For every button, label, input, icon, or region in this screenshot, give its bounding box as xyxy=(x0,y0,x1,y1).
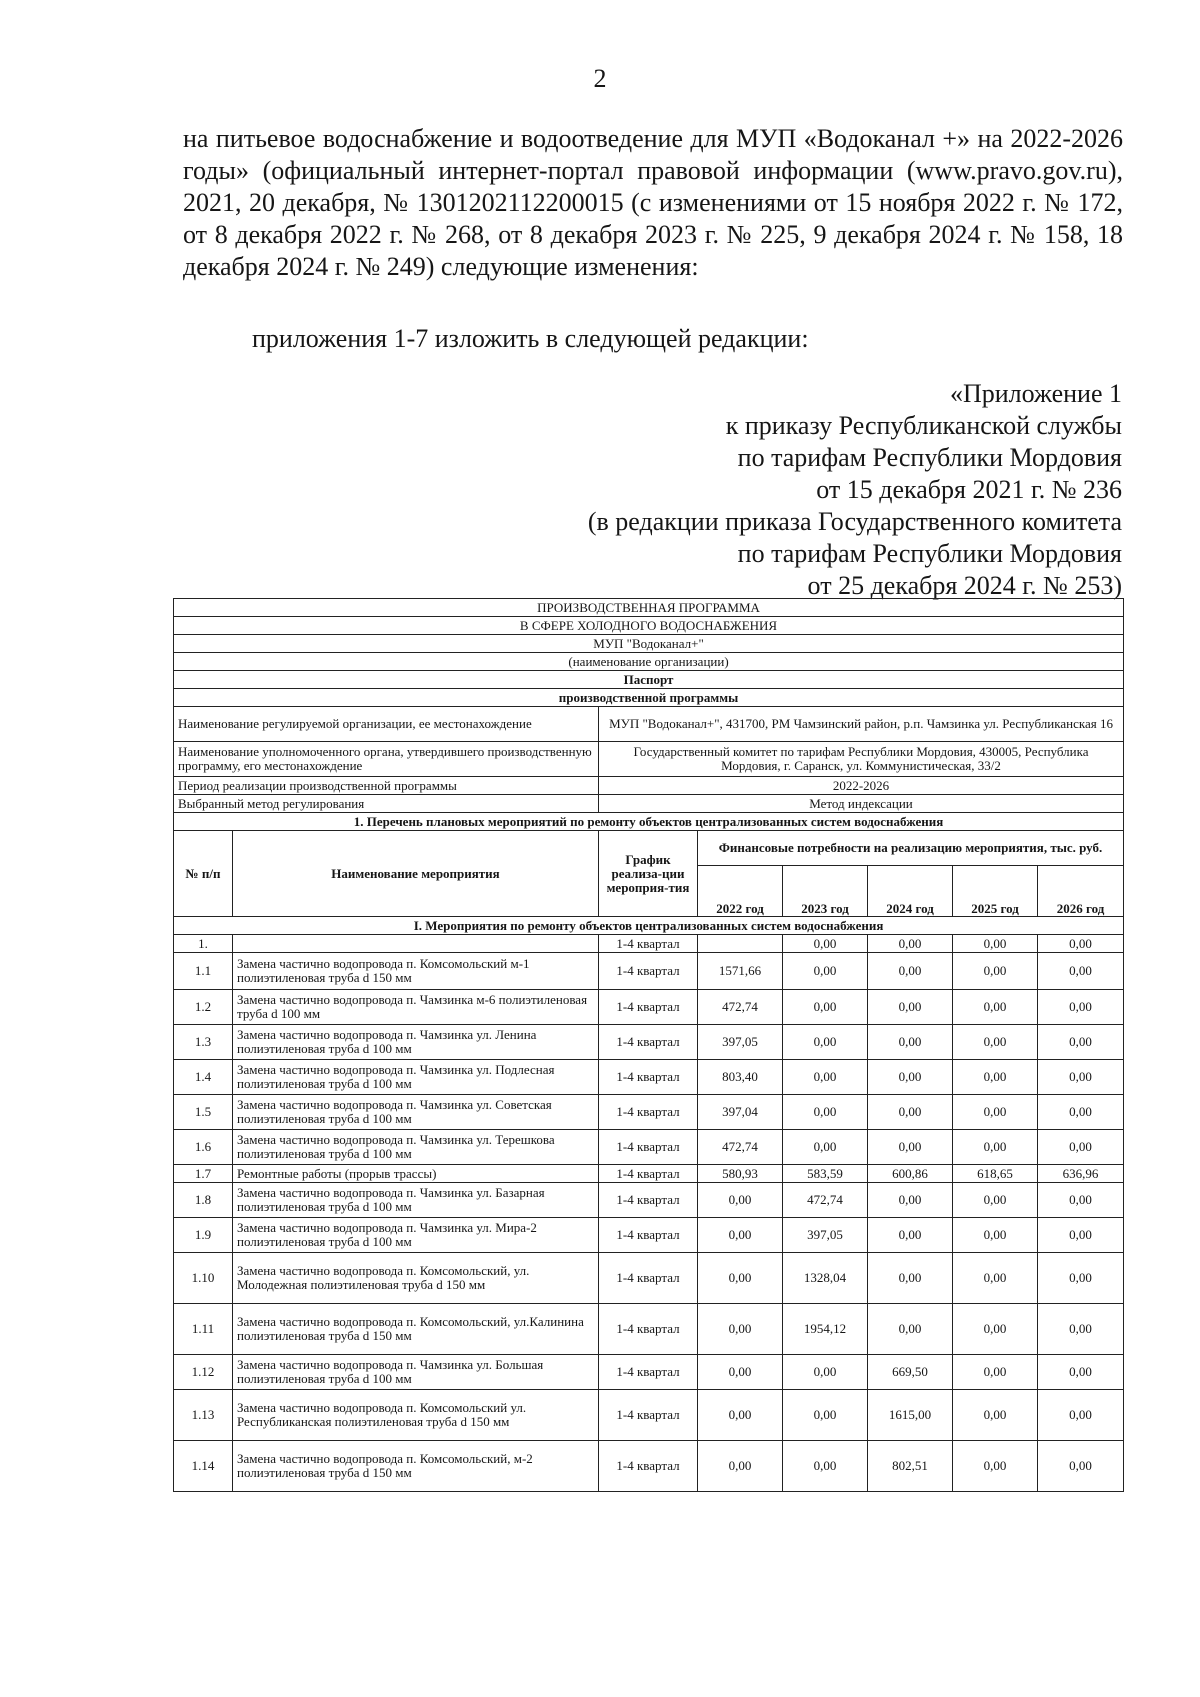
measure-cost: 0,00 xyxy=(1038,1390,1124,1441)
measure-cost: 0,00 xyxy=(953,1060,1038,1095)
measure-name: Замена частично водопровода п. Комсомольский, ул. Молодежная полиэтиленовая труба d 150 мм xyxy=(233,1253,599,1304)
table-row xyxy=(174,953,1124,990)
measure-cost: 1571,66 xyxy=(698,953,783,990)
measure-cost: 0,00 xyxy=(783,1441,868,1492)
table-row xyxy=(174,1253,1124,1304)
measure-cost: 0,00 xyxy=(698,1355,783,1390)
measure-cost: 0,00 xyxy=(868,953,953,990)
measure-name: Замена частично водопровода п. Чамзинка м-6 полиэтиленовая труба d 100 мм xyxy=(233,990,599,1025)
table-row xyxy=(174,1165,1124,1183)
measure-cost: 0,00 xyxy=(953,1304,1038,1355)
row-number: 1.8 xyxy=(174,1183,233,1218)
organization-caption: (наименование организации) xyxy=(174,653,1124,671)
measure-cost: 0,00 xyxy=(1038,1304,1124,1355)
passport-value: Метод индексации xyxy=(599,795,1124,813)
measure-cost: 1328,04 xyxy=(783,1253,868,1304)
production-program-table xyxy=(173,598,1124,1492)
measure-schedule: 1-4 квартал xyxy=(599,1441,698,1492)
col-header-year: 2025 год xyxy=(953,866,1038,917)
measure-name: Замена частично водопровода п. Чамзинка ул. Ленина полиэтиленовая труба d 100 мм xyxy=(233,1025,599,1060)
measure-cost: 0,00 xyxy=(783,953,868,990)
table-row xyxy=(174,1025,1124,1060)
table-row xyxy=(174,1390,1124,1441)
measure-name: Замена частично водопровода п. Чамзинка ул. Большая полиэтиленовая труба d 100 мм xyxy=(233,1355,599,1390)
measure-cost: 0,00 xyxy=(1038,953,1124,990)
passport-title: Паспорт xyxy=(174,671,1124,689)
section-1-title: 1. Перечень плановых мероприятий по ремонту объектов централизованных систем водоснабжения xyxy=(174,813,1124,831)
measure-cost: 397,04 xyxy=(698,1095,783,1130)
appendix-line: (в редакции приказа Государственного комитета xyxy=(587,507,1122,536)
passport-value: МУП "Водоканал+", 431700, РМ Чамзинский район, р.п. Чамзинка ул. Республиканская 16 xyxy=(599,707,1124,742)
measure-cost: 1615,00 xyxy=(868,1390,953,1441)
measure-schedule: 1-4 квартал xyxy=(599,1218,698,1253)
measure-cost: 802,51 xyxy=(868,1441,953,1492)
measure-schedule: 1-4 квартал xyxy=(599,1130,698,1165)
row-number: 1.11 xyxy=(174,1304,233,1355)
table-row xyxy=(174,1183,1124,1218)
row-number: 1.5 xyxy=(174,1095,233,1130)
table-row xyxy=(174,1095,1124,1130)
table-row xyxy=(174,1355,1124,1390)
passport-row xyxy=(174,777,1124,795)
page-number: 2 xyxy=(593,64,607,93)
measure-cost: 0,00 xyxy=(698,1218,783,1253)
measure-cost: 0,00 xyxy=(1038,1355,1124,1390)
table-row xyxy=(174,1441,1124,1492)
measure-cost: 0,00 xyxy=(1038,1441,1124,1492)
row-number: 1.9 xyxy=(174,1218,233,1253)
measure-schedule: 1-4 квартал xyxy=(599,1253,698,1304)
measure-cost: 0,00 xyxy=(953,1355,1038,1390)
passport-row xyxy=(174,795,1124,813)
measure-schedule: 1-4 квартал xyxy=(599,1183,698,1218)
measure-cost: 0,00 xyxy=(698,1253,783,1304)
measure-cost: 0,00 xyxy=(783,990,868,1025)
measure-cost: 0,00 xyxy=(698,1304,783,1355)
appendix-line: «Приложение 1 xyxy=(949,379,1122,408)
appendix-line: по тарифам Республики Мордовия xyxy=(737,539,1122,568)
measure-cost: 0,00 xyxy=(868,1025,953,1060)
measure-cost xyxy=(698,935,783,953)
measure-cost: 0,00 xyxy=(953,1218,1038,1253)
measure-cost: 0,00 xyxy=(783,1355,868,1390)
measure-cost: 0,00 xyxy=(1038,1060,1124,1095)
measure-schedule: 1-4 квартал xyxy=(599,1304,698,1355)
measure-name: Замена частично водопровода п. Комсомольский ул. Республиканская полиэтиленовая труба d 150 мм xyxy=(233,1390,599,1441)
row-number: 1.14 xyxy=(174,1441,233,1492)
appendix-line: от 15 декабря 2021 г. № 236 xyxy=(816,475,1122,504)
measure-cost: 0,00 xyxy=(1038,1253,1124,1304)
row-number: 1.4 xyxy=(174,1060,233,1095)
measure-name: Замена частично водопровода п. Чамзинка ул. Советская полиэтиленовая труба d 100 мм xyxy=(233,1095,599,1130)
measure-schedule: 1-4 квартал xyxy=(599,1060,698,1095)
measure-cost: 0,00 xyxy=(1038,1025,1124,1060)
intro-paragraph: на питьевое водоснабжение и водоотведение для МУП «Водоканал +» на 2022-2026 годы» (официальный интернет-портал правовой информации (www.pravo.gov.ru), 2021, 20 декабря, № 1301202112200015 (с изменениями от 15 ноября 2022 г. № 172, от 8 декабря 2022 г. № 268, от 8 декабря 2023 г. № 225, 9 декабря 2024 г. № 158, 18 декабря 2024 г. № 249) следующие изменения: xyxy=(183,124,1123,281)
measure-name: Замена частично водопровода п. Чамзинка ул. Мира-2 полиэтиленовая труба d 100 мм xyxy=(233,1218,599,1253)
measure-cost: 669,50 xyxy=(868,1355,953,1390)
measure-cost: 0,00 xyxy=(953,1130,1038,1165)
measure-cost: 0,00 xyxy=(953,1253,1038,1304)
col-header-year: 2026 год xyxy=(1038,866,1124,917)
table-subtitle: В СФЕРЕ ХОЛОДНОГО ВОДОСНАБЖЕНИЯ xyxy=(174,617,1124,635)
measure-cost: 0,00 xyxy=(1038,935,1124,953)
measure-cost: 0,00 xyxy=(868,990,953,1025)
measure-cost: 0,00 xyxy=(868,1060,953,1095)
passport-label: Выбранный метод регулирования xyxy=(174,795,599,813)
measure-schedule: 1-4 квартал xyxy=(599,1390,698,1441)
organization-name: МУП "Водоканал+" xyxy=(174,635,1124,653)
passport-row xyxy=(174,707,1124,742)
measure-cost: 0,00 xyxy=(698,1183,783,1218)
col-header-schedule: График реализа-ции мероприя-тия xyxy=(599,831,698,917)
measure-cost: 1954,12 xyxy=(783,1304,868,1355)
measure-cost: 636,96 xyxy=(1038,1165,1124,1183)
measure-schedule: 1-4 квартал xyxy=(599,953,698,990)
measure-cost: 0,00 xyxy=(783,1390,868,1441)
row-number: 1.6 xyxy=(174,1130,233,1165)
measure-cost: 0,00 xyxy=(783,1060,868,1095)
measure-cost: 803,40 xyxy=(698,1060,783,1095)
measure-name: Ремонтные работы (прорыв трассы) xyxy=(233,1165,599,1183)
measure-cost: 600,86 xyxy=(868,1165,953,1183)
col-header-num: № п/п xyxy=(174,831,233,917)
measure-cost: 0,00 xyxy=(1038,1183,1124,1218)
measure-cost: 0,00 xyxy=(953,953,1038,990)
measure-cost: 0,00 xyxy=(698,1441,783,1492)
measure-cost: 0,00 xyxy=(953,935,1038,953)
col-header-year: 2022 год xyxy=(698,866,783,917)
measure-name: Замена частично водопровода п. Чамзинка ул. Базарная полиэтиленовая труба d 100 мм xyxy=(233,1183,599,1218)
measure-cost: 0,00 xyxy=(868,1304,953,1355)
table-row xyxy=(174,1130,1124,1165)
measure-schedule: 1-4 квартал xyxy=(599,990,698,1025)
passport-label: Период реализации производственной программы xyxy=(174,777,599,795)
measure-cost: 0,00 xyxy=(868,1253,953,1304)
measure-cost: 472,74 xyxy=(698,990,783,1025)
measure-schedule: 1-4 квартал xyxy=(599,1165,698,1183)
measure-cost: 580,93 xyxy=(698,1165,783,1183)
measure-cost: 472,74 xyxy=(783,1183,868,1218)
measure-name: Замена частично водопровода п. Комсомольский, ул.Калинина полиэтиленовая труба d 150 мм xyxy=(233,1304,599,1355)
measure-cost: 0,00 xyxy=(1038,1130,1124,1165)
measure-cost: 0,00 xyxy=(1038,1218,1124,1253)
row-number: 1. xyxy=(174,935,233,953)
section-I-title: I. Мероприятия по ремонту объектов централизованных систем водоснабжения xyxy=(174,917,1124,935)
col-header-finance: Финансовые потребности на реализацию мероприятия, тыс. руб. xyxy=(698,831,1124,866)
measure-cost: 0,00 xyxy=(868,1183,953,1218)
measure-name: Замена частично водопровода п. Комсомольский, м-2 полиэтиленовая труба d 150 мм xyxy=(233,1441,599,1492)
measure-cost: 472,74 xyxy=(698,1130,783,1165)
passport-row xyxy=(174,742,1124,777)
row-number: 1.10 xyxy=(174,1253,233,1304)
row-number: 1.3 xyxy=(174,1025,233,1060)
measure-cost: 0,00 xyxy=(868,1095,953,1130)
row-number: 1.1 xyxy=(174,953,233,990)
measure-cost: 0,00 xyxy=(953,990,1038,1025)
measure-schedule: 1-4 квартал xyxy=(599,1355,698,1390)
table-title: ПРОИЗВОДСТВЕННАЯ ПРОГРАММА xyxy=(174,599,1124,617)
measure-cost: 0,00 xyxy=(783,1095,868,1130)
measure-cost: 0,00 xyxy=(953,1390,1038,1441)
col-header-name: Наименование мероприятия xyxy=(233,831,599,917)
measure-schedule: 1-4 квартал xyxy=(599,1095,698,1130)
measure-cost: 0,00 xyxy=(783,935,868,953)
col-header-year: 2023 год xyxy=(783,866,868,917)
measure-name xyxy=(233,935,599,953)
measure-cost: 0,00 xyxy=(953,1183,1038,1218)
appendix-line: по тарифам Республики Мордовия xyxy=(737,443,1122,472)
row-number: 1.7 xyxy=(174,1165,233,1183)
passport-label: Наименование регулируемой организации, ее местонахождение xyxy=(174,707,599,742)
row-number: 1.12 xyxy=(174,1355,233,1390)
table-row xyxy=(174,990,1124,1025)
measure-cost: 0,00 xyxy=(953,1025,1038,1060)
measure-name: Замена частично водопровода п. Чамзинка ул. Подлесная полиэтиленовая труба d 100 мм xyxy=(233,1060,599,1095)
measure-cost: 0,00 xyxy=(868,1218,953,1253)
measure-cost: 583,59 xyxy=(783,1165,868,1183)
passport-label: Наименование уполномоченного органа, утвердившего производственную программу, его местонахождение xyxy=(174,742,599,777)
measure-cost: 0,00 xyxy=(783,1130,868,1165)
passport-value: Государственный комитет по тарифам Республики Мордовия, 430005, Республика Мордовия, г. Саранск, ул. Коммунистическая, 33/2 xyxy=(599,742,1124,777)
measure-name: Замена частично водопровода п. Комсомольский м-1 полиэтиленовая труба d 150 мм xyxy=(233,953,599,990)
row-number: 1.2 xyxy=(174,990,233,1025)
passport-value: 2022-2026 xyxy=(599,777,1124,795)
measure-cost: 397,05 xyxy=(698,1025,783,1060)
measure-cost: 0,00 xyxy=(1038,990,1124,1025)
measure-cost: 0,00 xyxy=(1038,1095,1124,1130)
table-row xyxy=(174,1060,1124,1095)
measure-cost: 0,00 xyxy=(868,935,953,953)
intro-instruction: приложения 1-7 изложить в следующей редакции: xyxy=(252,324,809,353)
appendix-line: от 25 декабря 2024 г. № 253) xyxy=(807,571,1122,600)
measure-cost: 0,00 xyxy=(868,1130,953,1165)
measure-cost: 0,00 xyxy=(953,1095,1038,1130)
table-row xyxy=(174,935,1124,953)
measure-schedule: 1-4 квартал xyxy=(599,935,698,953)
col-header-year: 2024 год xyxy=(868,866,953,917)
table-row xyxy=(174,1304,1124,1355)
table-row xyxy=(174,1218,1124,1253)
passport-subtitle: производственной программы xyxy=(174,689,1124,707)
measure-cost: 0,00 xyxy=(953,1441,1038,1492)
measure-cost: 618,65 xyxy=(953,1165,1038,1183)
measure-cost: 397,05 xyxy=(783,1218,868,1253)
measure-schedule: 1-4 квартал xyxy=(599,1025,698,1060)
appendix-header xyxy=(588,378,1122,602)
measure-cost: 0,00 xyxy=(783,1025,868,1060)
measure-name: Замена частично водопровода п. Чамзинка ул. Терешкова полиэтиленовая труба d 100 мм xyxy=(233,1130,599,1165)
measure-cost: 0,00 xyxy=(698,1390,783,1441)
row-number: 1.13 xyxy=(174,1390,233,1441)
appendix-line: к приказу Республиканской службы xyxy=(725,411,1122,440)
